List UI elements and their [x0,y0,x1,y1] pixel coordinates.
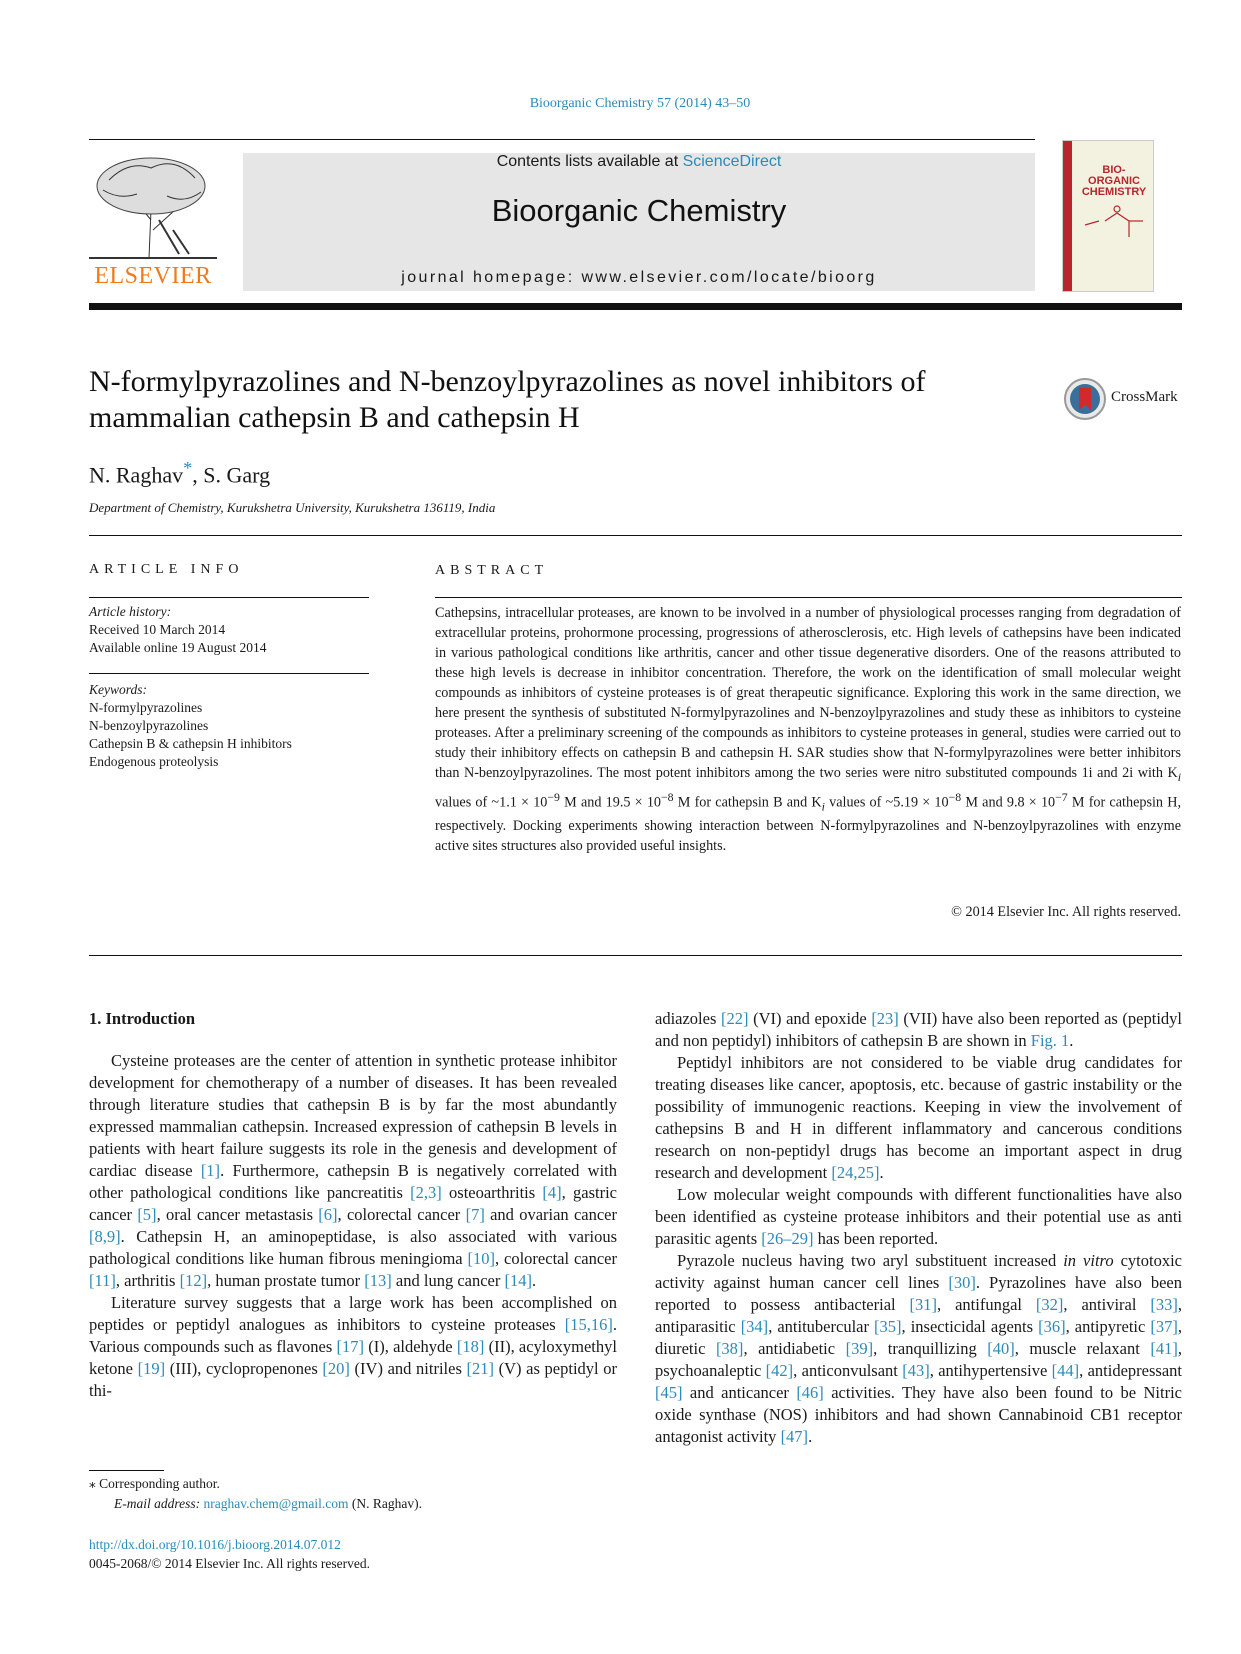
crossmark-badge[interactable] [1063,377,1181,421]
reference-link[interactable]: [35] [874,1317,902,1336]
reference-link[interactable]: [32] [1035,1295,1064,1314]
abstract-part: M and 19.5 × 10 [559,794,662,811]
body-column-left [89,1008,617,1402]
reference-link[interactable]: [23] [871,1009,899,1028]
article-info-rule [89,597,369,598]
reference-link[interactable]: [42] [765,1361,794,1380]
reference-link[interactable]: [14] [504,1271,532,1290]
keywords-rule [89,673,369,674]
article-title [89,364,1089,436]
history-label: Article history: [89,604,172,619]
reference-link[interactable]: [26–29] [761,1229,814,1248]
exponent: −9 [547,789,560,804]
abstract-part: M and 9.8 × 10 [961,794,1056,811]
abstract-heading: ABSTRACT [435,563,549,578]
paragraph: adiazoles [22] (VI) and epoxide [23] (VII) have also been reported as (peptidyl and non peptidyl) inhibitors of cathepsin B are shown in Fig. 1. [655,1009,1182,1050]
email-note: E-mail address: nraghav.chem@gmail.com (N. Raghav). [114,1496,422,1511]
header-top-rule [89,139,1035,140]
title-line-2: mammalian cathepsin B and cathepsin H [89,401,580,434]
crossmark-icon [1063,377,1107,421]
reference-link[interactable]: [15,16] [564,1315,613,1334]
keyword: Endogenous proteolysis [89,754,219,769]
journal-cover [1062,140,1154,292]
footnote [89,1474,422,1514]
abstract-bottom-rule [89,955,1182,956]
reference-link[interactable]: [24,25] [831,1163,880,1182]
abstract-part: Cathepsins, intracellular proteases, are known to be involved in a number of physiological processes ranging from degradation of extracellular proteins, prohormone processing, progressions of atherosclerosis, etc. High levels of cathepsins have been indicated in various pathological conditions like arthritis, cancer and other tissue degenerative disorders. One of the reasons attributed to these high levels is decrease in inhibitor concentration. Therefore, the work on the identification of small molecular weight compounds as inhibitors of cysteine proteases is of great therapeutic significance. Exploring this work in the same direction, we here present the synthesis of substituted N-formylpyrazolines and N-benzoylpyrazolines and study these as inhibitors to cysteine proteases. After a preliminary screening of the compounds as inhibitors to cysteine proteases in general, studies were carried out to study their inhibitory effects on cathepsin B and cathepsin H. SAR studies show that N-formylpyrazolines were better inhibitors than N-benzoylpyrazolines. The most potent inhibitors among the two series were nitro substituted compounds 1i and 2i with K [435,605,1181,781]
figure-link[interactable]: Fig. 1 [1030,1031,1070,1050]
issn-copyright: 0045-2068/© 2014 Elsevier Inc. All rights reserved. [89,1556,370,1571]
doi-block [89,1535,370,1573]
paragraph: Cysteine proteases are the center of attention in synthetic protease inhibitor development for chemotherapy of a number of diseases. It has been revealed through literature studies that cathepsin B is by far the most abundantly expressed mammalian cathepsin. Increased expression of cathepsin B levels in patients with heart failure suggests its role in the genesis and development of cardiac disease [1]. Furthermore, cathepsin B is negatively correlated with other pathological conditions like pancreatitis [2,3] osteoarthritis [4], gastric cancer [5], oral cancer metastasis [6], colorectal cancer [7] and ovarian cancer [8,9]. Cathepsin H, an aminopeptidase, is also associated with various pathological conditions like human fibrous meningioma [10], colorectal cancer [11], arthritis [12], human prostate tumor [13] and lung cancer [14]. [89,1051,618,1290]
reference-link[interactable]: [19] [137,1359,166,1378]
reference-link[interactable]: [43] [902,1361,930,1380]
cover-title: BIO-ORGANIC CHEMISTRY [1081,164,1147,198]
reference-link[interactable]: [18] [456,1337,485,1356]
paragraph: Peptidyl inhibitors are not considered to be viable drug candidates for treating diseases like cancer, apoptosis, etc. because of gastric instability or the possibility of immunogenic reactions. Keeping in view the involvement of cathepsins B and H in different inflammatory and cancerous conditions research on non-peptidyl drugs has become an important aspect in drug research and development [24,25]. [655,1053,1182,1182]
article-info-heading: ARTICLE INFO [89,562,244,577]
exponent: −8 [948,789,962,804]
online-date: Available online 19 August 2014 [89,640,267,655]
footnote-rule [89,1470,164,1471]
contents-line [243,153,1035,171]
corresponding-author-mark[interactable]: * [183,458,193,478]
reference-link[interactable]: [13] [364,1271,392,1290]
reference-link[interactable]: [45] [655,1383,683,1402]
reference-link[interactable]: [21] [466,1359,494,1378]
abstract-part: M for cathepsin B and K [673,794,822,811]
paragraph: Pyrazole nucleus having two aryl substituent increased in vitro cytotoxic activity against human cancer cell lines [30]. Pyrazolines have also been reported to possess antibacterial [31], antifungal [32], antiviral [33], antiparasitic [34], antitubercular [35], insecticidal agents [36], antipyretic [37], diuretic [38], antidiabetic [39], tranquillizing [40], muscle relaxant [41], psychoanaleptic [42], anticonvulsant [43], antihypertensive [44], antidepressant [45] and anticancer [46] activities. They have also been found to be Nitric oxide synthase (NOS) inhibitors and had shown Cannabinoid CB1 receptor antagonist activity [47]. [655,1251,1182,1446]
doi-link[interactable]: http://dx.doi.org/10.1016/j.bioorg.2014.07.012 [89,1537,341,1552]
contents-prefix: Contents lists available at [496,153,683,170]
reference-link[interactable]: [22] [720,1009,749,1028]
reference-link[interactable]: [5] [137,1205,157,1224]
affiliation: Department of Chemistry, Kurukshetra University, Kurukshetra 136119, India [89,500,496,515]
reference-link[interactable]: [1] [200,1161,221,1180]
paragraph: Low molecular weight compounds with different functionalities have also been identified as cysteine protease inhibitors and their potential use as anti parasitic agents [26–29] has been reported. [655,1185,1182,1248]
title-bottom-rule [89,535,1182,536]
author-garg: , S. Garg [192,462,271,488]
keywords-block [89,681,369,771]
journal-name: Bioorganic Chemistry [491,193,787,228]
abstract-part: values of ~5.19 × 10 [824,794,949,811]
reference-link[interactable]: [36] [1038,1317,1066,1336]
abstract-part: values of ~1.1 × 10 [435,794,548,811]
molecule-icon [1083,203,1147,243]
title-line-1: N-formylpyrazolines and N-benzoylpyrazolines as novel inhibitors of [89,365,926,398]
abstract-part: M for cathepsin H, respectively. Docking experiments showing interaction between N-formylpyrazolines and N-benzoylpyrazolines with enzyme active sites structures also provided useful insights. [435,794,1181,855]
reference-link[interactable]: [46] [796,1383,824,1402]
crossmark-label: CrossMark [1111,389,1178,405]
keyword: Cathepsin B & cathepsin H inhibitors [89,736,292,751]
tree-icon [89,150,217,260]
body-column-right [655,1008,1182,1448]
reference-link[interactable]: [17] [336,1337,365,1356]
reference-link[interactable]: [47] [780,1427,809,1446]
section-heading-introduction: 1. Introduction [89,1009,196,1028]
reference-link[interactable]: [41] [1150,1339,1178,1358]
keyword: N-formylpyrazolines [89,700,203,715]
reference-link[interactable]: [33] [1150,1295,1178,1314]
reference-link[interactable]: [6] [318,1205,338,1224]
cover-strip [1063,141,1072,291]
corresponding-author-note: ⁎ Corresponding author. [89,1476,220,1491]
abstract-text [435,603,1181,856]
exponent: −8 [661,789,674,804]
reference-link[interactable]: [39] [845,1339,874,1358]
reference-link[interactable]: [37] [1150,1317,1178,1336]
reference-link[interactable]: [40] [987,1339,1015,1358]
abstract-rule [435,597,1182,598]
abstract-copyright: © 2014 Elsevier Inc. All rights reserved. [951,904,1181,920]
reference-link[interactable]: [30] [948,1273,976,1292]
ki-subscript: i [1177,769,1181,784]
reference-link[interactable]: [10] [467,1249,496,1268]
reference-link[interactable]: [34] [740,1317,769,1336]
reference-link[interactable]: [11] [89,1271,116,1290]
reference-link[interactable]: [7] [465,1205,485,1224]
email-link[interactable]: nraghav.chem@gmail.com [203,1496,349,1511]
article-history [89,603,369,657]
reference-link[interactable]: [20] [322,1359,350,1378]
elsevier-logo [89,150,217,290]
reference-link[interactable]: [31] [909,1295,938,1314]
keyword: N-benzoylpyrazolines [89,718,209,733]
reference-link[interactable]: [38] [715,1339,744,1358]
reference-link[interactable]: [44] [1051,1361,1080,1380]
sciencedirect-link[interactable]: ScienceDirect [682,153,782,170]
paragraph: Literature survey suggests that a large work has been accomplished on peptides or peptidyl analogues as inhibitors to cysteine proteases [15,16]. Various compounds such as flavones [17] (I), aldehyde [18] (II), acyloxymethyl ketone [19] (III), cyclopropenones [20] (IV) and nitriles [21] (V) as peptidyl or thi- [89,1293,617,1400]
reference-link[interactable]: [4] [542,1183,562,1202]
journal-banner [243,153,1035,291]
exponent: −7 [1055,789,1068,804]
journal-citation[interactable]: Bioorganic Chemistry 57 (2014) 43–50 [529,96,751,111]
author-list [89,458,270,488]
keywords-label: Keywords: [89,682,147,697]
received-date: Received 10 March 2014 [89,622,226,637]
reference-link[interactable]: [8,9] [89,1227,121,1246]
author-raghav: N. Raghav [89,462,184,488]
elsevier-wordmark: ELSEVIER [94,263,212,289]
journal-homepage[interactable]: journal homepage: www.elsevier.com/locate/bioorg [401,269,877,286]
ki-subscript: i [821,799,825,814]
reference-link[interactable]: [2,3] [410,1183,442,1202]
reference-link[interactable]: [12] [179,1271,208,1290]
header-thick-rule [89,303,1182,310]
